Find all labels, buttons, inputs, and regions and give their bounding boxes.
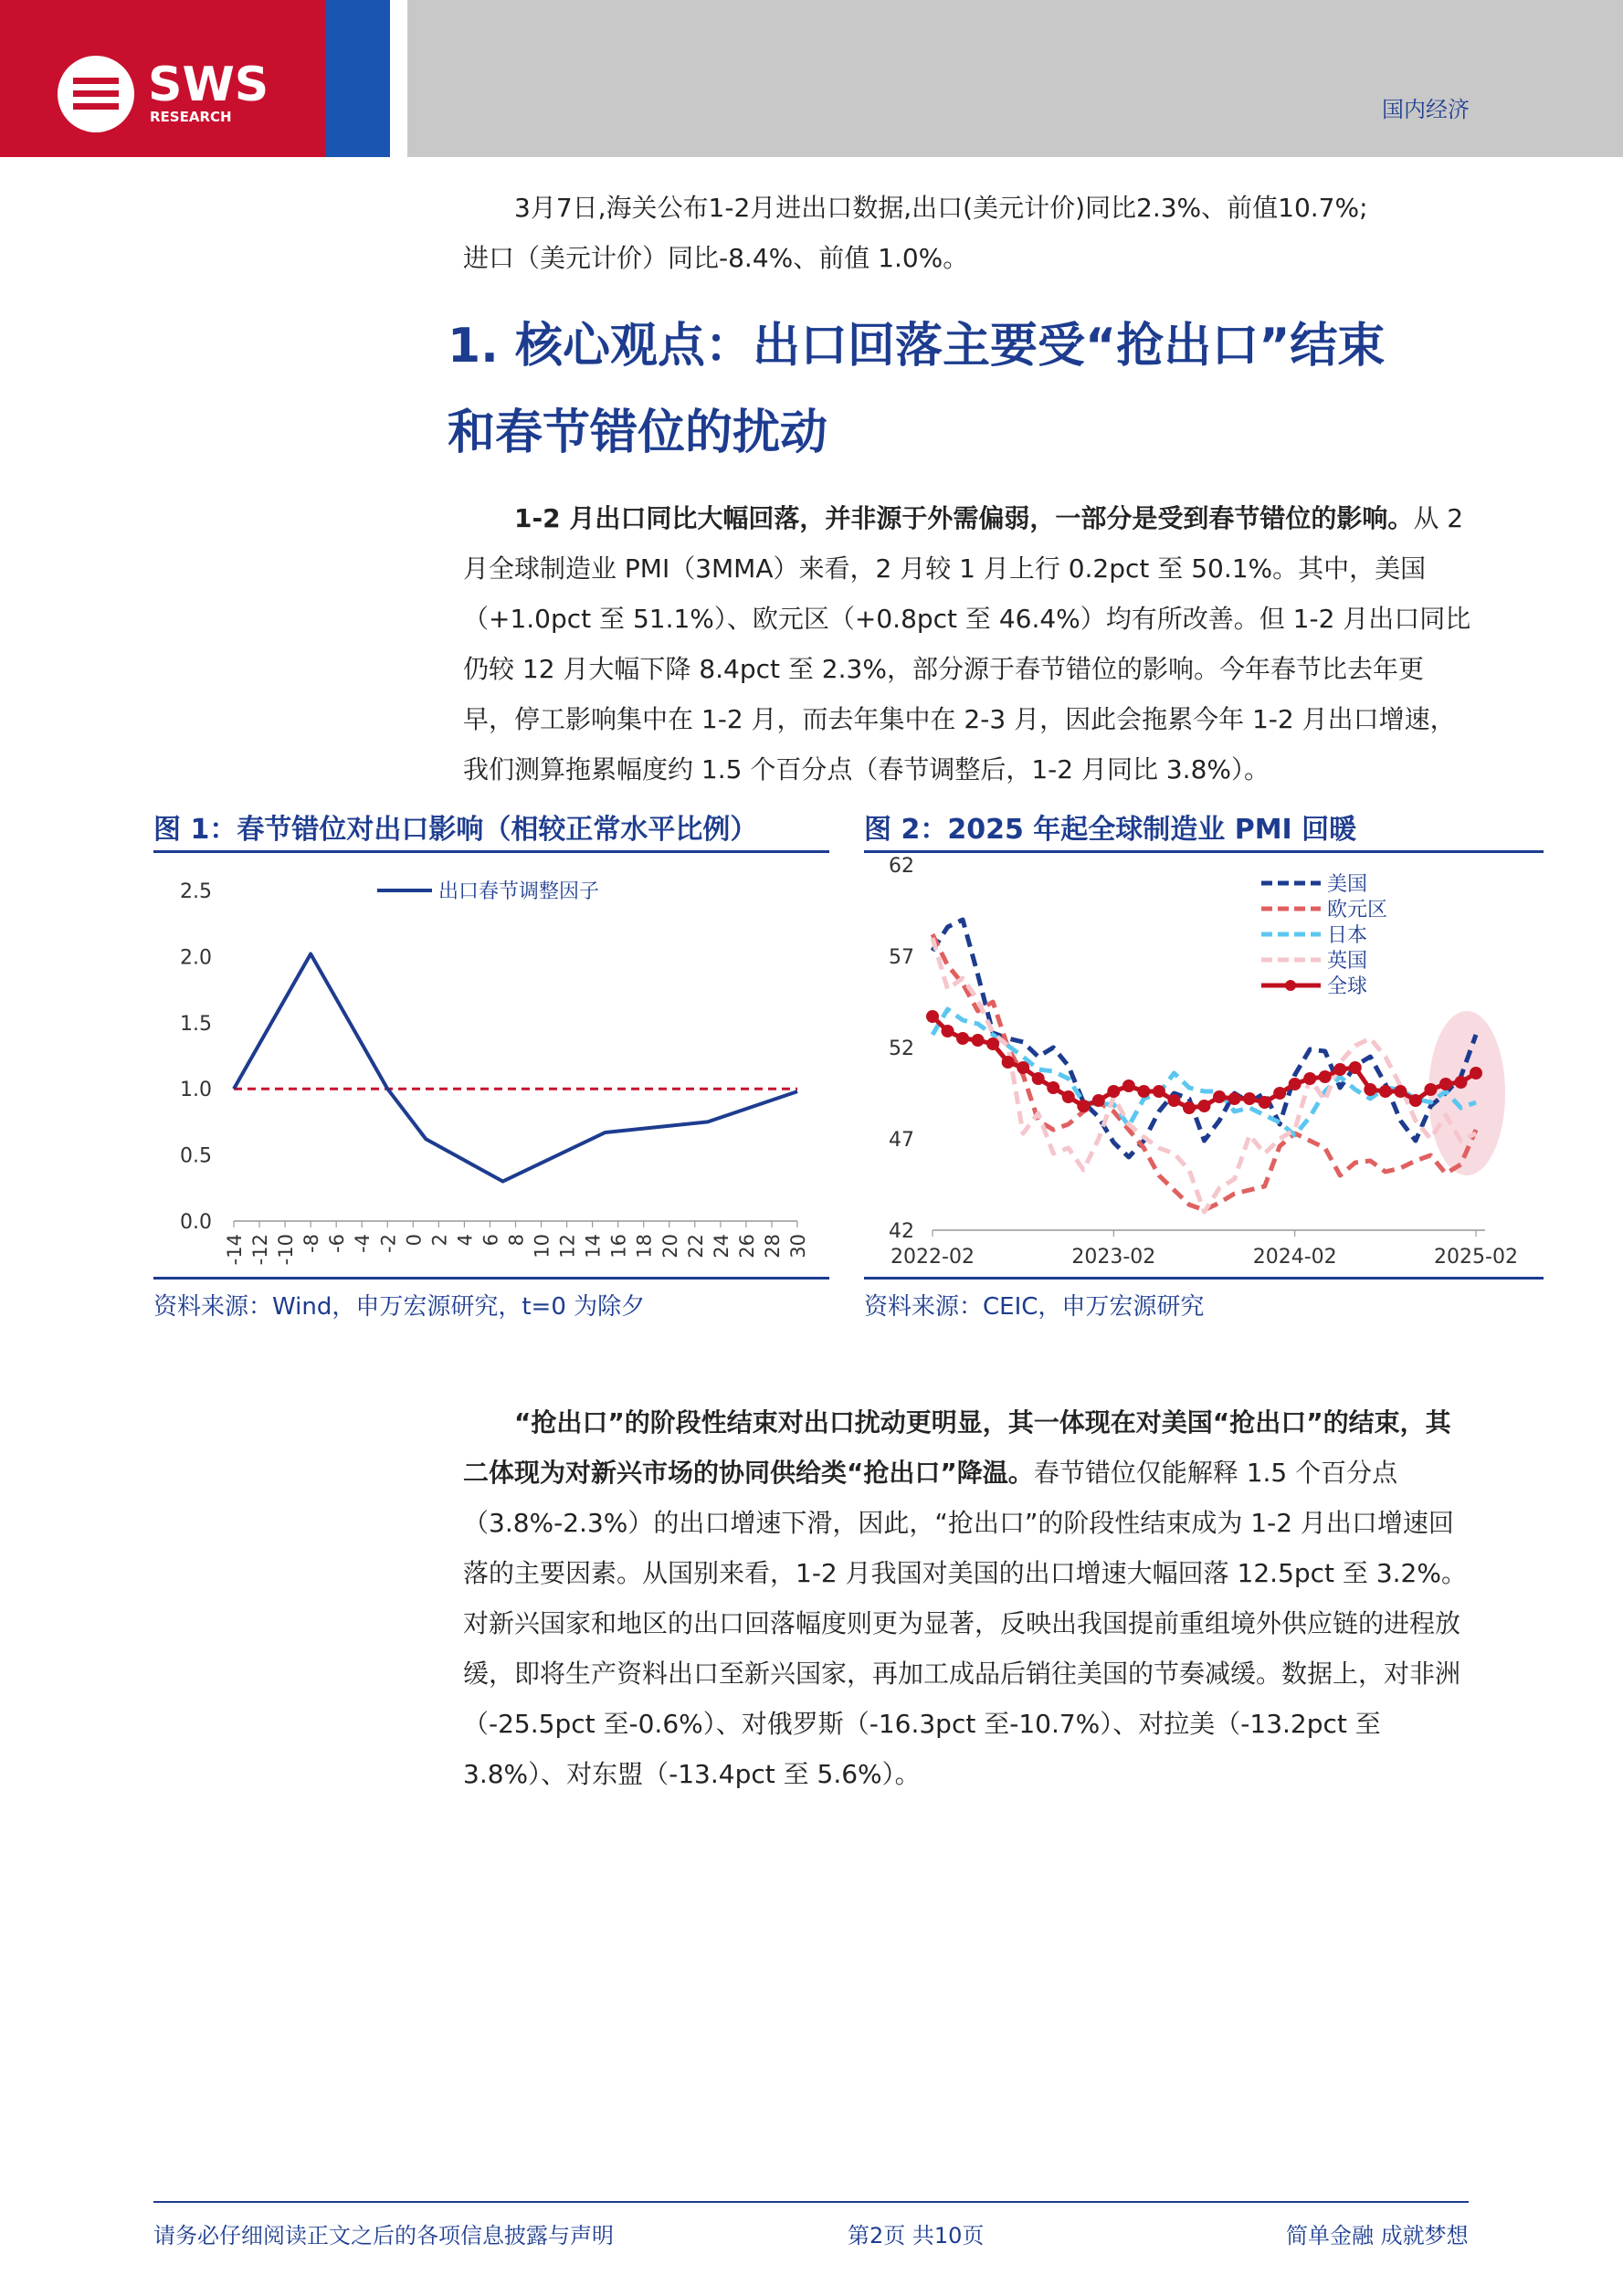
series-marker-global [956,1032,969,1045]
x-tick-label: 2022-02 [891,1246,975,1269]
footer-disclaimer: 请务必仔细阅读正文之后的各项信息披露与声明 [153,2223,614,2249]
y-tick-label: 52 [889,1037,914,1060]
x-tick-label: 4 [454,1234,477,1247]
paragraph-2-text: 春节错位仅能解释 1.5 个百分点（3.8%-2.3%）的出口增速下滑，因此，“抢出口”的阶段性结束成为 1-2 月出口增速回落的主要因素。从国别来看，1-2 月我国对美国的出口增速大幅回落 12.5pct 至 3.2%。对新兴国家和地区的出口回落幅度则更为显著，反映出我国提前重组境外供应链的进程放缓，即将生产资料出口至新兴国家，再加工成品后销往美国的节奏减缓。数据上，对非洲（-25.5pct 至-0.6%）、对俄罗斯（-16.3pct 至-10.7%）、对拉美（-13.2pct 至 3.8%）、对东盟（-13.4pct 至 5.6%）。 [463,1458,1467,1789]
legend-label: 全球 [1327,975,1368,998]
series-marker-global [1319,1070,1332,1083]
series-marker-global [1213,1090,1226,1103]
series-marker-global [1424,1083,1437,1096]
series-marker-global [1409,1094,1422,1107]
series-marker-global [1470,1067,1482,1080]
series-marker-global [1137,1085,1150,1098]
paragraph-2-bold: “抢出口”的阶段性结束对出口扰动更明显，其一体现在对美国“抢出口”的结束，其二体现为对新兴市场的协同供给类“抢出口”降温。 [463,1407,1451,1488]
x-tick-label: -10 [275,1234,298,1266]
series-marker-global [1394,1085,1407,1098]
section-tag: 国内经济 [1382,97,1470,122]
series-marker-global [986,1037,999,1050]
paragraph-1-bold: 1-2 月出口同比大幅回落，并非源于外需偏弱，一部分是受到春节错位的影响。 [514,503,1414,533]
y-tick-label: 0.0 [180,1211,212,1234]
paragraph-2 [463,1397,1471,1799]
footer-slogan: 简单金融 成就梦想 [1286,2223,1469,2249]
figure-2-chart [864,854,1544,1274]
series-marker-global [942,1025,954,1037]
x-tick-label: -12 [249,1234,272,1266]
x-tick-label: 26 [735,1234,758,1259]
paragraph-1-text: 从 2 月全球制造业 PMI（3MMA）来看，2 月较 1 月上行 0.2pct 至 50.1%。其中，美国（+1.0pct 至 51.1%）、欧元区（+0.8pct 至 46.4%）均有所改善。但 1-2 月出口同比仍较 12 月大幅下降 8.4pct 至 2.3%，部分源于春节错位的影响。今年春节比去年更早，停工影响集中在 1-2 月，而去年集中在 2-3 月，因此会拖累今年 1-2 月出口增速，我们测算拖累幅度约 1.5 个百分点（春节调整后，1-2 月同比 3.8%）。 [463,503,1471,785]
x-tick-label: 10 [531,1234,553,1259]
section-heading [448,303,1507,477]
y-tick-label: 47 [889,1129,914,1152]
y-tick-label: 1.0 [180,1079,212,1102]
series-marker-global [1092,1094,1105,1107]
series-marker-global [1032,1072,1045,1085]
x-tick-label: 2023-02 [1071,1246,1156,1269]
header-gray-band [407,0,1623,157]
x-tick-label: 14 [582,1234,605,1259]
series-marker-global [1379,1085,1392,1098]
y-tick-label: 57 [889,946,914,969]
series-marker-global [1122,1080,1135,1092]
series-marker-global [1107,1085,1120,1098]
y-tick-label: 2.0 [180,946,212,970]
y-tick-label: 42 [889,1220,914,1243]
figure-2-rule [864,1277,1544,1280]
series-line-1 [933,920,1476,1157]
legend-label: 英国 [1327,950,1368,973]
figure-2-title: 图 2：2025 年起全球制造业 PMI 回暖 [864,806,1544,853]
logo-subtext: RESEARCH [150,109,232,125]
series-marker-global [972,1034,985,1047]
intro-line-2: 进口（美元计价）同比-8.4%、前值 1.0%。 [463,243,969,273]
x-tick-label: 6 [480,1234,502,1247]
series-marker-global [1062,1090,1075,1103]
series-marker-global [1243,1092,1256,1105]
series-marker-global [1167,1094,1180,1107]
y-tick-label: 2.5 [180,880,212,903]
heading-line-1: 1. 核心观点：出口回落主要受“抢出口”结束 [448,319,1386,374]
x-tick-label: 18 [633,1234,656,1259]
x-tick-label: -14 [224,1234,246,1266]
figure-1-chart [153,863,829,1274]
footer-rule [153,2201,1469,2203]
figure-1-rule [153,1277,829,1280]
footer-page-number: 第2页 共10页 [848,2223,985,2249]
series-marker-global [1047,1081,1059,1094]
intro-paragraph [463,183,1471,283]
x-tick-label: 2024-02 [1252,1246,1337,1269]
intro-line-1: 3月7日,海关公布1-2月进出口数据,出口(美元计价)同比2.3%、前值10.7%; [514,193,1368,223]
x-tick-label: 30 [787,1234,809,1259]
logo-text: SWS [148,58,269,112]
figure-2-source: 资料来源：CEIC，申万宏源研究 [864,1293,1205,1321]
series-marker-global [1303,1072,1316,1085]
series-marker-global [1183,1101,1196,1114]
series-marker-global [1002,1056,1015,1069]
x-tick-label: 12 [556,1234,579,1259]
legend-label: 美国 [1327,873,1368,896]
y-tick-label: 1.5 [180,1012,212,1036]
series-marker-global [1289,1078,1302,1090]
x-tick-label: 28 [761,1234,784,1259]
legend-label: 欧元区 [1327,899,1388,922]
series-marker-global [1439,1078,1452,1090]
x-tick-label: -4 [352,1234,374,1253]
series-marker-global [1333,1063,1346,1076]
series-marker-global [1153,1085,1165,1098]
series-marker-global [1077,1100,1090,1112]
x-tick-label: 20 [659,1234,681,1259]
x-tick-label: 2 [428,1234,451,1247]
series-marker-global [1273,1087,1286,1100]
x-tick-label: 22 [684,1234,707,1259]
legend-label: 日本 [1327,924,1368,947]
series-marker-global [1228,1092,1241,1105]
paragraph-1 [463,493,1471,795]
series-marker-global [926,1010,939,1023]
sws-logo-mark [55,50,292,142]
series-marker-global [1349,1061,1362,1074]
sws-logo [55,50,292,142]
x-tick-label: 2025-02 [1434,1246,1518,1269]
x-tick-label: 8 [505,1234,528,1247]
x-tick-label: -6 [326,1234,349,1253]
series-marker-global [1454,1076,1467,1089]
x-tick-label: -2 [377,1234,400,1253]
x-tick-label: 16 [607,1234,630,1259]
series-marker-global [1017,1061,1029,1074]
y-tick-label: 0.5 [180,1144,212,1168]
figure-1-title: 图 1：春节错位对出口影响（相较正常水平比例） [153,806,829,853]
series-marker-global [1259,1096,1271,1109]
x-tick-label: -8 [300,1234,323,1253]
legend-marker [1285,980,1296,991]
header-blue-band [326,0,390,157]
y-tick-label: 62 [889,855,914,878]
x-tick-label: 24 [710,1234,732,1259]
figure-1-source: 资料来源：Wind，申万宏源研究，t=0 为除夕 [153,1293,646,1321]
heading-line-2: 和春节错位的扰动 [448,405,828,460]
series-line-export-adjustment [234,954,797,1182]
legend-label: 出口春节调整因子 [438,880,600,903]
x-tick-label: 0 [403,1234,426,1247]
series-marker-global [1364,1083,1376,1096]
series-marker-global [1198,1100,1211,1112]
